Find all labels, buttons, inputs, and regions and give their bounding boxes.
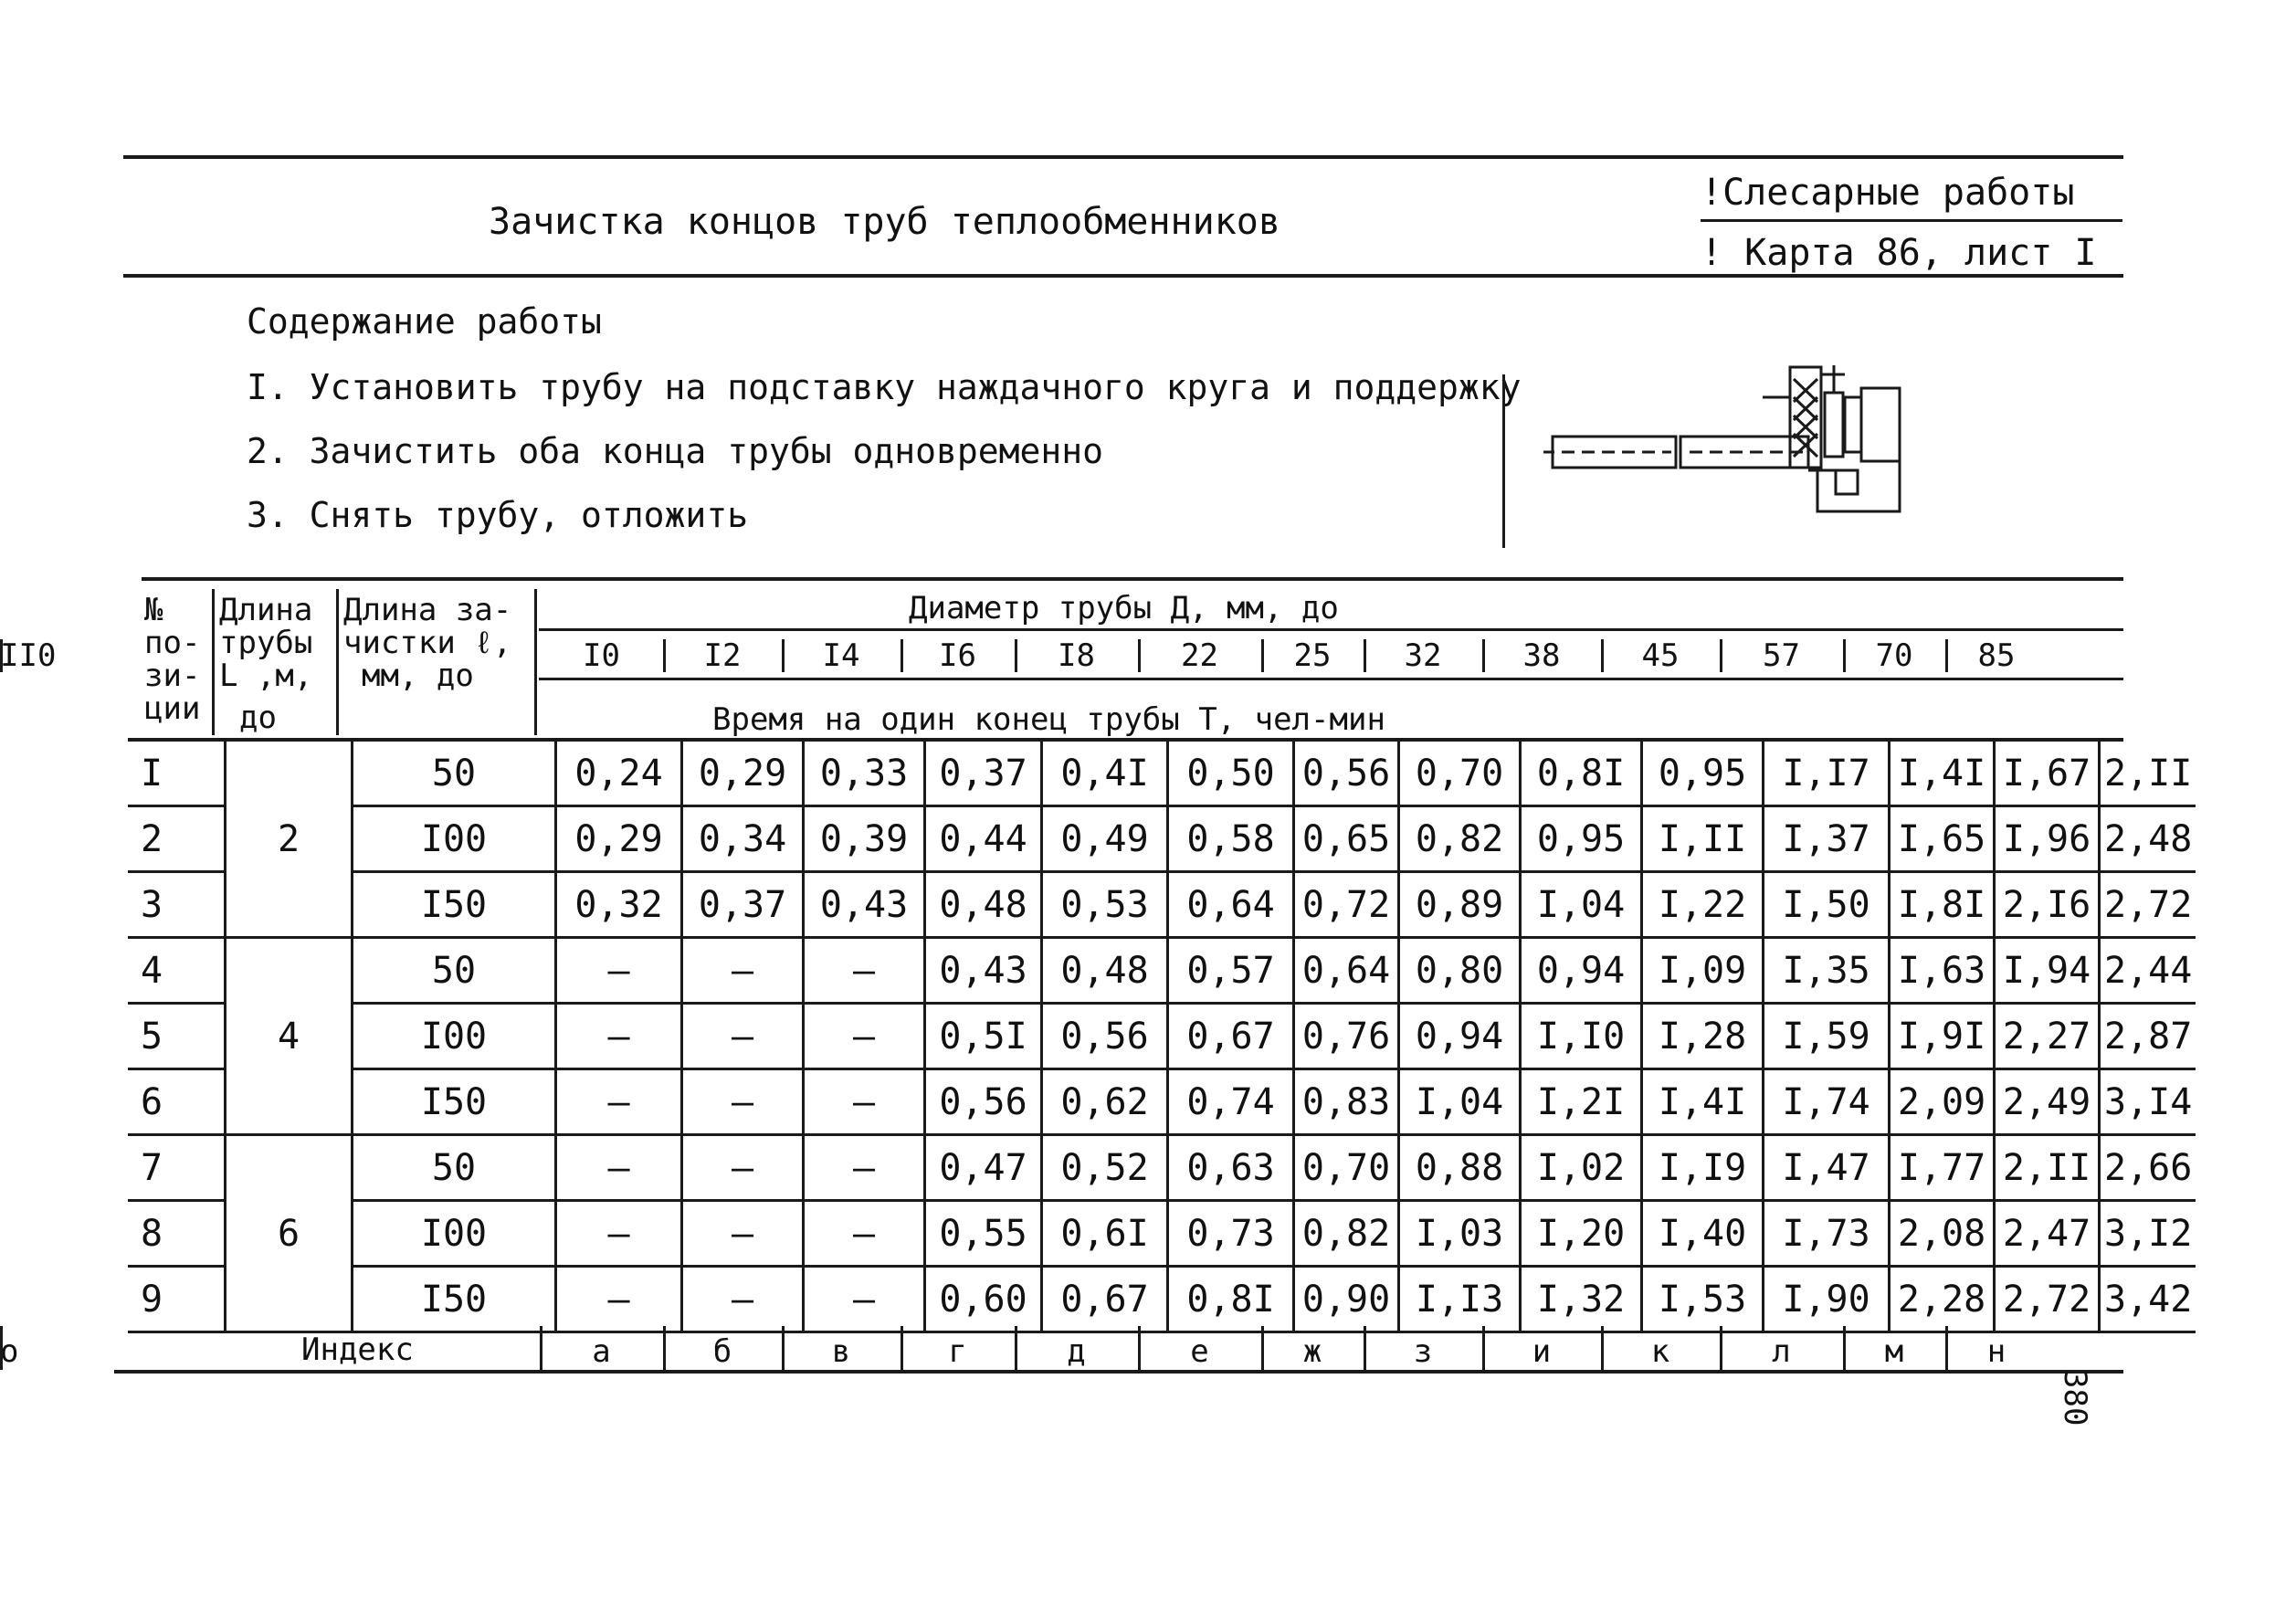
clean-header-line-1: Длина за- xyxy=(343,592,512,628)
time-cell: I,96 xyxy=(1995,806,2100,872)
time-cell: 2,44 xyxy=(2100,938,2196,1004)
time-cell: 2,72 xyxy=(2100,872,2196,938)
time-cell: 0,50 xyxy=(1168,742,1294,806)
index-separator xyxy=(1843,1326,1846,1370)
time-cell: – xyxy=(804,938,925,1004)
time-cell: I,90 xyxy=(1764,1267,1890,1332)
time-cell: – xyxy=(556,938,682,1004)
norms-table xyxy=(128,742,2196,1333)
pos-header-line-2: по- xyxy=(144,625,201,661)
index-3: в xyxy=(831,1333,851,1370)
time-cell: 0,44 xyxy=(925,806,1042,872)
time-cell: 0,6I xyxy=(1042,1201,1168,1267)
table-row xyxy=(128,1004,2196,1069)
time-cell: I,04 xyxy=(1521,872,1642,938)
clean-header-line-2: чистки ℓ, xyxy=(343,625,512,661)
time-cell: – xyxy=(682,1069,804,1135)
header-bottom-rule xyxy=(123,274,2123,278)
time-cell: 0,58 xyxy=(1168,806,1294,872)
table-row xyxy=(128,806,2196,872)
time-cell: – xyxy=(556,1135,682,1201)
index-1: а xyxy=(592,1333,611,1370)
position-cell: I xyxy=(128,742,226,806)
time-cell: – xyxy=(804,1004,925,1069)
tube-length-cell: 6 xyxy=(226,1135,353,1332)
position-cell: 4 xyxy=(128,938,226,1004)
time-cell: 2,49 xyxy=(1995,1069,2100,1135)
diameter-13: 85 xyxy=(1977,637,2016,674)
clean-length-cell: I00 xyxy=(353,1201,556,1267)
time-cell: I,77 xyxy=(1890,1135,1995,1201)
time-cell: 0,65 xyxy=(1294,806,1399,872)
diameter-separator xyxy=(1945,639,1948,672)
index-6: е xyxy=(1190,1333,1209,1370)
diameter-12: 70 xyxy=(1875,637,1913,674)
time-cell: 2,66 xyxy=(2100,1135,2196,1201)
time-cell: – xyxy=(682,1201,804,1267)
step-1: I. Установить трубу на подставку наждачного круга и поддержку xyxy=(247,367,1522,407)
step-3: 3. Снять трубу, отложить xyxy=(247,495,749,535)
table-row xyxy=(128,1069,2196,1135)
clean-length-cell: I00 xyxy=(353,1004,556,1069)
time-cell: – xyxy=(556,1069,682,1135)
time-cell: – xyxy=(556,1201,682,1267)
sketch-divider xyxy=(1502,374,1505,548)
time-cell: 2,08 xyxy=(1890,1201,1995,1267)
time-cell: 0,55 xyxy=(925,1201,1042,1267)
table-top-rule xyxy=(142,577,2123,581)
time-cell: – xyxy=(804,1135,925,1201)
time-cell: 2,II xyxy=(2100,742,2196,806)
index-separator xyxy=(0,1326,3,1370)
time-cell: I,4I xyxy=(1642,1069,1764,1135)
time-cell: 0,72 xyxy=(1294,872,1399,938)
time-cell: 2,47 xyxy=(1995,1201,2100,1267)
time-cell: I,II xyxy=(1642,806,1764,872)
time-cell: 0,24 xyxy=(556,742,682,806)
len-header-line-3: L ,м, xyxy=(219,658,313,694)
content-heading: Содержание работы xyxy=(247,301,602,342)
diameter-separator xyxy=(1015,639,1017,672)
time-cell: 0,33 xyxy=(804,742,925,806)
len-header-line-1: Длина xyxy=(219,592,313,628)
time-cell: 3,I4 xyxy=(2100,1069,2196,1135)
time-cell: I,22 xyxy=(1642,872,1764,938)
page-number: 380 xyxy=(2057,1370,2093,1426)
diameter-4: I6 xyxy=(939,637,976,674)
time-cell: 0,48 xyxy=(1042,938,1168,1004)
time-cell: 0,62 xyxy=(1042,1069,1168,1135)
time-cell: I,67 xyxy=(1995,742,2100,806)
time-cell: I,28 xyxy=(1642,1004,1764,1069)
time-cell: 0,83 xyxy=(1294,1069,1399,1135)
index-separator xyxy=(1601,1326,1604,1370)
category-rule xyxy=(1701,219,2122,222)
time-cell: 0,90 xyxy=(1294,1267,1399,1332)
time-cell: 0,82 xyxy=(1294,1201,1399,1267)
time-cell: 0,49 xyxy=(1042,806,1168,872)
position-cell: 5 xyxy=(128,1004,226,1069)
index-8: з xyxy=(1413,1333,1433,1370)
time-cell: 0,95 xyxy=(1521,806,1642,872)
time-cell: 0,43 xyxy=(804,872,925,938)
clean-length-cell: 50 xyxy=(353,1135,556,1201)
time-cell: 0,74 xyxy=(1168,1069,1294,1135)
index-separator xyxy=(1364,1326,1366,1370)
time-cell: I,53 xyxy=(1642,1267,1764,1332)
time-cell: 0,48 xyxy=(925,872,1042,938)
index-separator xyxy=(1720,1326,1722,1370)
time-cell: I,94 xyxy=(1995,938,2100,1004)
time-cell: I,20 xyxy=(1521,1201,1642,1267)
tube-length-cell: 4 xyxy=(226,938,353,1135)
table-row xyxy=(128,872,2196,938)
time-cell: 0,67 xyxy=(1168,1004,1294,1069)
pos-header-line-1: № xyxy=(144,592,163,628)
time-cell: I,I3 xyxy=(1399,1267,1521,1332)
time-cell: 0,56 xyxy=(1042,1004,1168,1069)
time-cell: I,03 xyxy=(1399,1201,1521,1267)
clean-length-cell: I50 xyxy=(353,1069,556,1135)
time-cell: I,74 xyxy=(1764,1069,1890,1135)
len-header-line-2: трубы xyxy=(219,625,313,661)
pos-header-line-3: зи- xyxy=(144,658,201,694)
time-cell: – xyxy=(682,1004,804,1069)
index-separator xyxy=(1945,1326,1948,1370)
clean-length-cell: 50 xyxy=(353,742,556,806)
time-cell: 0,56 xyxy=(925,1069,1042,1135)
index-13: н xyxy=(1986,1333,2006,1370)
time-cell: 2,09 xyxy=(1890,1069,1995,1135)
time-cell: I,47 xyxy=(1764,1135,1890,1201)
time-cell: – xyxy=(682,1267,804,1332)
time-cell: 0,8I xyxy=(1168,1267,1294,1332)
index-separator xyxy=(1482,1326,1485,1370)
work-category: !Слесарные работы xyxy=(1701,172,2075,214)
time-cell: I,02 xyxy=(1521,1135,1642,1201)
time-cell: 0,82 xyxy=(1399,806,1521,872)
tube-length-cell: 2 xyxy=(226,742,353,938)
time-cell: 3,I2 xyxy=(2100,1201,2196,1267)
diameter-8: 32 xyxy=(1404,637,1442,674)
index-5: д xyxy=(1067,1333,1086,1370)
index-separator xyxy=(900,1326,903,1370)
time-cell: – xyxy=(804,1267,925,1332)
time-cell: I,73 xyxy=(1764,1201,1890,1267)
index-separator xyxy=(1015,1326,1017,1370)
diameter-7: 25 xyxy=(1293,637,1332,674)
index-separator xyxy=(540,1326,542,1370)
time-cell: 0,70 xyxy=(1399,742,1521,806)
time-cell: 2,48 xyxy=(2100,806,2196,872)
index-bottom-rule xyxy=(114,1370,2123,1374)
time-cell: 0,73 xyxy=(1168,1201,1294,1267)
index-12: м xyxy=(1884,1333,1904,1370)
time-title: Время на один конец трубы Т, чел-мин xyxy=(712,701,1385,738)
table-row xyxy=(128,1135,2196,1201)
time-cell: 0,52 xyxy=(1042,1135,1168,1201)
diameter-3: I4 xyxy=(822,637,860,674)
clean-length-cell: I00 xyxy=(353,806,556,872)
time-cell: – xyxy=(682,1135,804,1201)
time-cell: I,40 xyxy=(1642,1201,1764,1267)
time-cell: I,2I xyxy=(1521,1069,1642,1135)
time-cell: I,65 xyxy=(1890,806,1995,872)
time-cell: – xyxy=(556,1267,682,1332)
time-cell: I,9I xyxy=(1890,1004,1995,1069)
len-header-line-4: до xyxy=(239,700,277,736)
time-cell: 0,57 xyxy=(1168,938,1294,1004)
time-cell: 2,28 xyxy=(1890,1267,1995,1332)
time-cell: 0,29 xyxy=(682,742,804,806)
header-divider-2 xyxy=(336,589,339,735)
diameter-11: 57 xyxy=(1763,637,1800,674)
time-cell: 0,37 xyxy=(925,742,1042,806)
time-cell: 0,89 xyxy=(1399,872,1521,938)
table-row xyxy=(128,742,2196,806)
diameter-separator xyxy=(1261,639,1264,672)
time-cell: 3,42 xyxy=(2100,1267,2196,1332)
index-label: Индекс xyxy=(301,1332,414,1368)
time-cell: 0,80 xyxy=(1399,938,1521,1004)
time-cell: 0,76 xyxy=(1294,1004,1399,1069)
time-cell: I,I0 xyxy=(1521,1004,1642,1069)
index-2: б xyxy=(712,1333,732,1370)
time-cell: – xyxy=(682,938,804,1004)
index-14: о xyxy=(0,1333,19,1370)
time-cell: 0,70 xyxy=(1294,1135,1399,1201)
time-cell: 0,94 xyxy=(1399,1004,1521,1069)
diameter-separator xyxy=(0,639,3,672)
index-separator xyxy=(1261,1326,1264,1370)
diameter-1: I0 xyxy=(583,637,620,674)
diameter-14: II0 xyxy=(0,637,57,674)
clean-header-line-3: мм, до xyxy=(362,658,474,694)
position-cell: 7 xyxy=(128,1135,226,1201)
time-cell: I,8I xyxy=(1890,872,1995,938)
diameter-separator xyxy=(1720,639,1722,672)
table-row xyxy=(128,938,2196,1004)
time-cell: 0,60 xyxy=(925,1267,1042,1332)
time-cell: 0,29 xyxy=(556,806,682,872)
time-cell: 0,8I xyxy=(1521,742,1642,806)
position-cell: 8 xyxy=(128,1201,226,1267)
position-cell: 6 xyxy=(128,1069,226,1135)
time-cell: 0,63 xyxy=(1168,1135,1294,1201)
time-cell: I,I9 xyxy=(1642,1135,1764,1201)
time-cell: I,04 xyxy=(1399,1069,1521,1135)
header-divider-3 xyxy=(534,589,537,735)
time-cell: 0,39 xyxy=(804,806,925,872)
diameter-separator xyxy=(663,639,666,672)
diameter-separator xyxy=(1364,639,1366,672)
position-cell: 2 xyxy=(128,806,226,872)
time-cell: 0,56 xyxy=(1294,742,1399,806)
diameter-separator xyxy=(782,639,785,672)
time-cell: 0,88 xyxy=(1399,1135,1521,1201)
clean-length-cell: 50 xyxy=(353,938,556,1004)
time-cell: 0,5I xyxy=(925,1004,1042,1069)
time-cell: I,63 xyxy=(1890,938,1995,1004)
diameter-title-rule xyxy=(539,628,2123,631)
index-separator xyxy=(663,1326,666,1370)
diameter-10: 45 xyxy=(1641,637,1680,674)
time-cell: I,35 xyxy=(1764,938,1890,1004)
time-cell: 2,72 xyxy=(1995,1267,2100,1332)
index-9: и xyxy=(1532,1333,1552,1370)
time-cell: – xyxy=(556,1004,682,1069)
diameter-title: Диаметр трубы Д, мм, до xyxy=(909,590,1339,626)
diameter-6: 22 xyxy=(1181,637,1218,674)
time-cell: 2,I6 xyxy=(1995,872,2100,938)
index-10: к xyxy=(1650,1333,1670,1370)
header-divider-1 xyxy=(212,589,215,735)
time-cell: I,37 xyxy=(1764,806,1890,872)
index-separator xyxy=(782,1326,785,1370)
time-cell: 2,27 xyxy=(1995,1004,2100,1069)
time-cell: 0,47 xyxy=(925,1135,1042,1201)
time-cell: 0,67 xyxy=(1042,1267,1168,1332)
diameter-separator xyxy=(1138,639,1141,672)
time-cell: 0,43 xyxy=(925,938,1042,1004)
time-cell: 2,87 xyxy=(2100,1004,2196,1069)
diameter-5: I8 xyxy=(1058,637,1095,674)
time-cell: 0,37 xyxy=(682,872,804,938)
time-cell: 0,34 xyxy=(682,806,804,872)
table-row xyxy=(128,1201,2196,1267)
position-cell: 9 xyxy=(128,1267,226,1332)
time-cell: I,4I xyxy=(1890,742,1995,806)
card-number: ! Карта 86, лист I xyxy=(1701,232,2097,274)
diameter-separator xyxy=(1601,639,1604,672)
top-rule xyxy=(123,155,2123,159)
position-cell: 3 xyxy=(128,872,226,938)
index-7: ж xyxy=(1302,1333,1322,1370)
index-separator xyxy=(1138,1326,1141,1370)
diameter-separator xyxy=(900,639,903,672)
time-cell: 0,32 xyxy=(556,872,682,938)
diameter-9: 38 xyxy=(1522,637,1561,674)
time-cell: – xyxy=(804,1069,925,1135)
grinding-sketch-icon xyxy=(1543,356,1936,521)
diameter-2: I2 xyxy=(703,637,742,674)
diameter-separator xyxy=(1843,639,1846,672)
time-cell: 2,II xyxy=(1995,1135,2100,1201)
diameter-separator xyxy=(1482,639,1485,672)
time-cell: I,I7 xyxy=(1764,742,1890,806)
time-cell: 0,64 xyxy=(1294,938,1399,1004)
time-cell: – xyxy=(804,1201,925,1267)
step-2: 2. Зачистить оба конца трубы одновременно xyxy=(247,431,1103,471)
time-cell: 0,4I xyxy=(1042,742,1168,806)
clean-length-cell: I50 xyxy=(353,1267,556,1332)
pos-header-line-4: ции xyxy=(144,690,201,727)
time-cell: I,50 xyxy=(1764,872,1890,938)
time-cell: I,59 xyxy=(1764,1004,1890,1069)
document-title: Зачистка концов труб теплообменников xyxy=(489,201,1280,243)
time-cell: I,09 xyxy=(1642,938,1764,1004)
time-cell: 0,95 xyxy=(1642,742,1764,806)
clean-length-cell: I50 xyxy=(353,872,556,938)
table-row xyxy=(128,1267,2196,1332)
index-4: г xyxy=(948,1333,967,1370)
diameter-values-rule xyxy=(539,678,2123,680)
time-cell: 0,53 xyxy=(1042,872,1168,938)
time-cell: 0,64 xyxy=(1168,872,1294,938)
index-11: л xyxy=(1772,1333,1791,1370)
time-cell: 0,94 xyxy=(1521,938,1642,1004)
time-cell: I,32 xyxy=(1521,1267,1642,1332)
